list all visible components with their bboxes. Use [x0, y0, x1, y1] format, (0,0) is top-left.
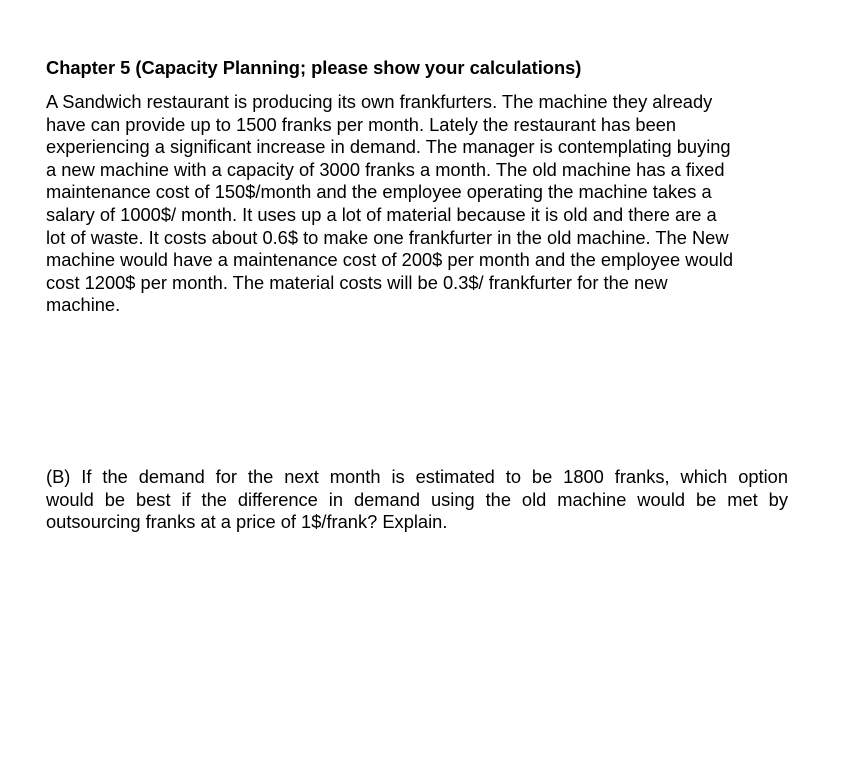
problem-line: machine would have a maintenance cost of 200$ per month and the employee would [46, 249, 734, 271]
problem-line: machine. [46, 294, 121, 316]
question-b [46, 466, 788, 534]
problem-line: salary of 1000$/ month. It uses up a lot of material because it is old and there are a [46, 203, 717, 225]
chapter-heading: Chapter 5 (Capacity Planning; please show your calculations) [46, 57, 582, 78]
question-b-line: (B) If the demand for the next month is estimated to be 1800 franks, which option [46, 466, 788, 487]
problem-line: lot of waste. It costs about 0.6$ to make one frankfurter in the old machine. The New [46, 226, 729, 248]
problem-line: a new machine with a capacity of 3000 franks a month. The old machine has a fixed [46, 158, 725, 180]
question-b-line: outsourcing franks at a price of 1$/frank? Explain. [46, 511, 448, 533]
problem-line: maintenance cost of 150$/month and the employee operating the machine takes a [46, 181, 712, 203]
problem-line: cost 1200$ per month. The material costs will be 0.3$/ frankfurter for the new [46, 271, 668, 293]
problem-line: have can provide up to 1500 franks per month. Lately the restaurant has been [46, 113, 677, 135]
question-b-line: would be best if the difference in demand using the old machine would be met by [46, 488, 788, 510]
problem-statement [46, 91, 806, 317]
problem-line: A Sandwich restaurant is producing its own frankfurters. The machine they already [46, 91, 713, 112]
problem-line: experiencing a significant increase in demand. The manager is contemplating buying [46, 136, 731, 158]
